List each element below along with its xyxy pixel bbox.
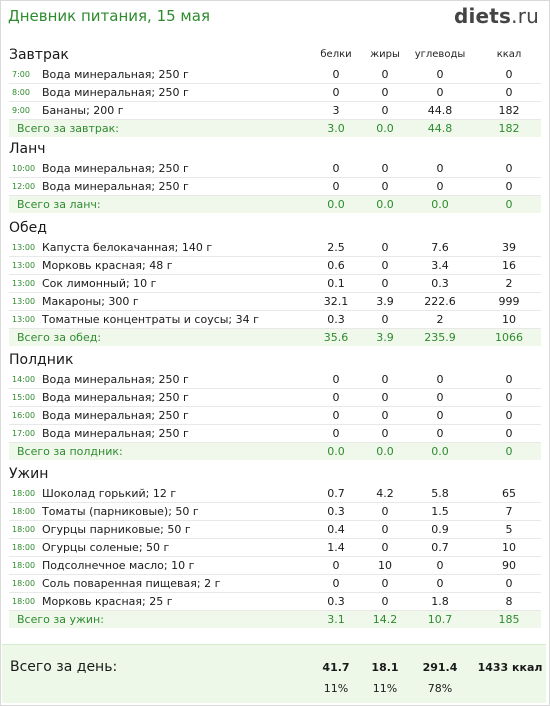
- column-header-fat: жиры: [370, 49, 400, 60]
- food-time: 10:00: [12, 164, 36, 173]
- food-kcal: 65: [502, 487, 516, 500]
- food-row[interactable]: [9, 485, 541, 503]
- food-name: Морковь красная; 25 г: [42, 595, 173, 608]
- food-time: 18:00: [12, 507, 36, 516]
- food-name: Подсолнечное масло; 10 г: [42, 559, 195, 572]
- food-protein: 0.1: [327, 277, 345, 290]
- meal-total-carbs: 0.0: [431, 445, 449, 458]
- food-carbs: 0.3: [431, 277, 449, 290]
- food-time: 18:00: [12, 489, 36, 498]
- food-protein: 2.5: [327, 241, 345, 254]
- food-fat: 0: [381, 595, 389, 608]
- food-kcal: 0: [505, 86, 513, 99]
- food-carbs: 0: [436, 162, 444, 175]
- food-kcal: 0: [505, 162, 513, 175]
- food-kcal: 2: [505, 277, 513, 290]
- meal-total-label: Всего за обед:: [17, 331, 102, 344]
- day-total-carbs: 291.4: [422, 661, 458, 674]
- food-fat: 0: [381, 541, 389, 554]
- food-protein: 0: [332, 162, 340, 175]
- food-name: Вода минеральная; 250 г: [42, 86, 189, 99]
- food-kcal: 0: [505, 577, 513, 590]
- food-carbs: 7.6: [431, 241, 449, 254]
- day-fat-percent: 11%: [372, 682, 398, 695]
- food-time: 13:00: [12, 279, 36, 288]
- food-fat: 0: [381, 523, 389, 536]
- food-protein: 0.3: [327, 313, 345, 326]
- food-name: Капуста белокачанная; 140 г: [42, 241, 213, 254]
- food-kcal: 8: [505, 595, 513, 608]
- food-carbs: 0: [436, 68, 444, 81]
- food-name: Вода минеральная; 250 г: [42, 162, 189, 175]
- food-protein: 0: [332, 86, 340, 99]
- food-row[interactable]: [9, 102, 541, 120]
- food-carbs: 0: [436, 409, 444, 422]
- column-header-kcal: ккал: [496, 49, 522, 60]
- food-kcal: 10: [502, 541, 516, 554]
- food-time: 18:00: [12, 597, 36, 606]
- food-kcal: 10: [502, 313, 516, 326]
- food-time: 7:00: [12, 70, 30, 79]
- meal-total-protein: 0.0: [327, 198, 345, 211]
- food-carbs: 0.7: [431, 541, 449, 554]
- food-name: Вода минеральная; 250 г: [42, 373, 189, 386]
- food-name: Вода минеральная; 250 г: [42, 427, 189, 440]
- meal-total-label: Всего за ужин:: [17, 613, 104, 626]
- food-carbs: 222.6: [424, 295, 456, 308]
- meal-total-kcal: 182: [498, 122, 520, 135]
- food-fat: 0: [381, 373, 389, 386]
- food-time: 16:00: [12, 411, 36, 420]
- food-carbs: 0: [436, 559, 444, 572]
- food-row[interactable]: [9, 178, 541, 196]
- food-time: 13:00: [12, 315, 36, 324]
- meal-total-protein: 3.0: [327, 122, 345, 135]
- meal-total-row: [9, 120, 541, 137]
- meal-total-kcal: 1066: [495, 331, 523, 344]
- food-fat: 0: [381, 86, 389, 99]
- meal-total-row: [9, 196, 541, 213]
- day-carbs-percent: 78%: [427, 682, 453, 695]
- food-row[interactable]: [9, 557, 541, 575]
- food-name: Макароны; 300 г: [42, 295, 139, 308]
- food-protein: 0: [332, 68, 340, 81]
- food-row[interactable]: [9, 503, 541, 521]
- meal-total-row: [9, 329, 541, 346]
- meal-total-row: [9, 443, 541, 460]
- food-fat: 0: [381, 391, 389, 404]
- food-time: 18:00: [12, 561, 36, 570]
- day-total-protein: 41.7: [322, 661, 350, 674]
- food-time: 8:00: [12, 88, 30, 97]
- logo-main: diets: [453, 4, 512, 28]
- food-protein: 3: [332, 104, 340, 117]
- food-name: Бананы; 200 г: [42, 104, 124, 117]
- meal-total-protein: 3.1: [327, 613, 345, 626]
- food-carbs: 0: [436, 180, 444, 193]
- food-kcal: 0: [505, 68, 513, 81]
- food-kcal: 0: [505, 180, 513, 193]
- food-kcal: 0: [505, 391, 513, 404]
- food-time: 14:00: [12, 375, 36, 384]
- food-name: Морковь красная; 48 г: [42, 259, 173, 272]
- food-fat: 0: [381, 409, 389, 422]
- food-fat: 0: [381, 180, 389, 193]
- food-kcal: 7: [505, 505, 513, 518]
- food-row[interactable]: [9, 66, 541, 84]
- food-kcal: 39: [502, 241, 516, 254]
- food-name: Вода минеральная; 250 г: [42, 180, 189, 193]
- meal-title: Ужин: [9, 466, 49, 482]
- food-row[interactable]: [9, 389, 541, 407]
- food-name: Вода минеральная; 250 г: [42, 68, 189, 81]
- food-carbs: 0: [436, 577, 444, 590]
- food-kcal: 5: [505, 523, 513, 536]
- day-total-label: Всего за день:: [10, 659, 118, 675]
- food-fat: 0: [381, 505, 389, 518]
- food-row[interactable]: [9, 575, 541, 593]
- food-time: 13:00: [12, 261, 36, 270]
- food-time: 13:00: [12, 297, 36, 306]
- food-row[interactable]: [9, 275, 541, 293]
- food-protein: 0.7: [327, 487, 345, 500]
- meal-total-carbs: 10.7: [427, 613, 453, 626]
- food-name: Соль поваренная пищевая; 2 г: [42, 577, 221, 590]
- food-protein: 0: [332, 427, 340, 440]
- food-fat: 0: [381, 277, 389, 290]
- food-row[interactable]: [9, 311, 541, 329]
- meal-title: Полдник: [9, 352, 74, 368]
- food-protein: 0.3: [327, 505, 345, 518]
- food-kcal: 999: [498, 295, 520, 308]
- food-fat: 0: [381, 162, 389, 175]
- meal-total-label: Всего за полдник:: [17, 445, 123, 458]
- food-row[interactable]: [9, 371, 541, 389]
- food-kcal: 90: [502, 559, 516, 572]
- food-kcal: 0: [505, 427, 513, 440]
- meal-total-fat: 0.0: [376, 122, 394, 135]
- food-fat: 0: [381, 427, 389, 440]
- food-protein: 0: [332, 559, 340, 572]
- meal-title: Ланч: [9, 141, 46, 157]
- food-protein: 0: [332, 409, 340, 422]
- food-fat: 4.2: [376, 487, 394, 500]
- meal-total-fat: 0.0: [376, 198, 394, 211]
- food-name: Огурцы соленые; 50 г: [42, 541, 170, 554]
- day-total-fat: 18.1: [371, 661, 399, 674]
- meal-total-row: [9, 611, 541, 628]
- meal-total-carbs: 0.0: [431, 198, 449, 211]
- food-carbs: 44.8: [427, 104, 453, 117]
- food-fat: 0: [381, 241, 389, 254]
- meal-total-carbs: 44.8: [427, 122, 453, 135]
- food-name: Вода минеральная; 250 г: [42, 409, 189, 422]
- food-carbs: 0: [436, 427, 444, 440]
- food-row[interactable]: [9, 593, 541, 611]
- food-carbs: 0.9: [431, 523, 449, 536]
- meal-title: Обед: [9, 220, 47, 236]
- food-time: 12:00: [12, 182, 36, 191]
- food-row[interactable]: [9, 293, 541, 311]
- food-time: 17:00: [12, 429, 36, 438]
- food-carbs: 2: [436, 313, 444, 326]
- meal-total-kcal: 0: [505, 198, 513, 211]
- logo-suffix: .ru: [511, 4, 539, 28]
- day-protein-percent: 11%: [323, 682, 349, 695]
- food-fat: 0: [381, 313, 389, 326]
- food-fat: 0: [381, 104, 389, 117]
- food-kcal: 16: [502, 259, 516, 272]
- site-logo[interactable]: [454, 4, 539, 28]
- food-time: 18:00: [12, 525, 36, 534]
- food-carbs: 5.8: [431, 487, 449, 500]
- meal-total-fat: 0.0: [376, 445, 394, 458]
- food-row[interactable]: [9, 521, 541, 539]
- page-title: Дневник питания, 15 мая: [8, 7, 210, 25]
- meal-total-protein: 0.0: [327, 445, 345, 458]
- food-carbs: 3.4: [431, 259, 449, 272]
- food-fat: 10: [378, 559, 392, 572]
- meal-total-label: Всего за завтрак:: [17, 122, 120, 135]
- meal-total-kcal: 0: [505, 445, 513, 458]
- food-row[interactable]: [9, 160, 541, 178]
- food-fat: 0: [381, 259, 389, 272]
- food-protein: 0.3: [327, 595, 345, 608]
- page-header: [0, 0, 548, 36]
- food-protein: 0.6: [327, 259, 345, 272]
- food-time: 18:00: [12, 543, 36, 552]
- food-fat: 3.9: [376, 295, 394, 308]
- meal-total-protein: 35.6: [323, 331, 349, 344]
- food-protein: 32.1: [323, 295, 349, 308]
- food-time: 9:00: [12, 106, 30, 115]
- meal-total-fat: 3.9: [376, 331, 394, 344]
- food-name: Томаты (парниковые); 50 г: [42, 505, 199, 518]
- column-header-carbs: углеводы: [414, 49, 466, 60]
- food-row[interactable]: [9, 407, 541, 425]
- food-name: Огурцы парниковые; 50 г: [42, 523, 191, 536]
- food-name: Томатные концентраты и соусы; 34 г: [42, 313, 259, 326]
- food-time: 15:00: [12, 393, 36, 402]
- food-carbs: 1.8: [431, 595, 449, 608]
- food-carbs: 0: [436, 86, 444, 99]
- food-name: Вода минеральная; 250 г: [42, 391, 189, 404]
- food-protein: 1.4: [327, 541, 345, 554]
- meal-total-fat: 14.2: [372, 613, 398, 626]
- meal-total-label: Всего за ланч:: [17, 198, 101, 211]
- food-carbs: 1.5: [431, 505, 449, 518]
- meal-total-carbs: 235.9: [424, 331, 456, 344]
- food-protein: 0: [332, 391, 340, 404]
- food-row[interactable]: [9, 84, 541, 102]
- food-protein: 0.4: [327, 523, 345, 536]
- food-row[interactable]: [9, 425, 541, 443]
- food-time: 13:00: [12, 243, 36, 252]
- day-total-box: [2, 644, 546, 703]
- food-time: 18:00: [12, 579, 36, 588]
- food-protein: 0: [332, 373, 340, 386]
- food-name: Шоколад горький; 12 г: [42, 487, 177, 500]
- food-carbs: 0: [436, 391, 444, 404]
- meal-title: Завтрак: [9, 47, 69, 63]
- food-row[interactable]: [9, 239, 541, 257]
- food-protein: 0: [332, 180, 340, 193]
- meal-total-kcal: 185: [498, 613, 520, 626]
- column-header-protein: белки: [320, 49, 352, 60]
- food-kcal: 182: [498, 104, 520, 117]
- food-fat: 0: [381, 577, 389, 590]
- food-kcal: 0: [505, 373, 513, 386]
- food-kcal: 0: [505, 409, 513, 422]
- food-protein: 0: [332, 577, 340, 590]
- food-row[interactable]: [9, 257, 541, 275]
- food-carbs: 0: [436, 373, 444, 386]
- day-total-kcal: 1433 ккал: [477, 661, 543, 674]
- food-row[interactable]: [9, 539, 541, 557]
- food-name: Сок лимонный; 10 г: [42, 277, 157, 290]
- food-fat: 0: [381, 68, 389, 81]
